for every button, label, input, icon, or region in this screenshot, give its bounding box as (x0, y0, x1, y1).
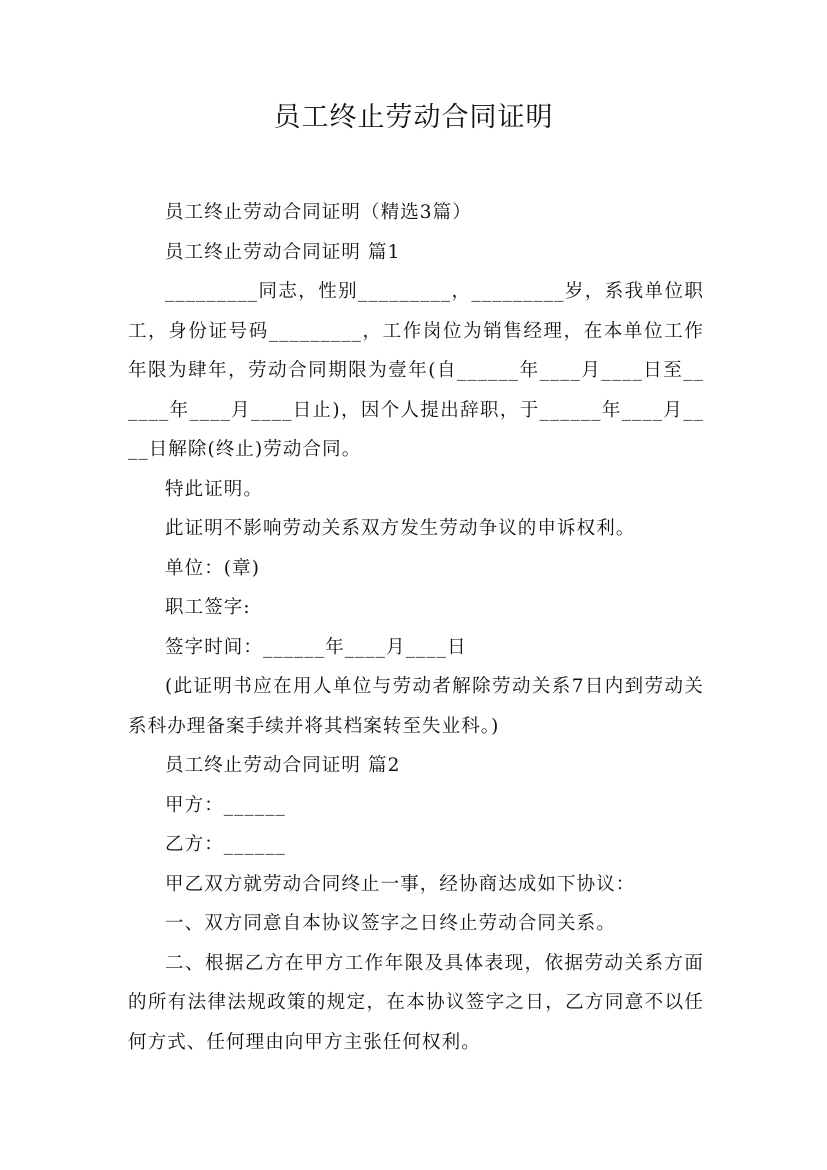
section-heading-2: 员工终止劳动合同证明 篇2 (165, 755, 401, 776)
unit-seal-line: 单位：(章) (165, 557, 261, 579)
agreement-clause-1: 一、双方同意自本协议签字之日终止劳动合同关系。 (165, 913, 616, 934)
document-body (128, 193, 704, 1062)
agreement-intro: 甲乙双方就劳动合同终止一事，经协商达成如下协议： (165, 873, 636, 895)
party-a-line: 甲方：______ (165, 794, 286, 816)
certification-statement: 特此证明。 (165, 478, 264, 500)
employee-signature-line: 职工签字: (165, 597, 251, 618)
signature-date-line: 签字时间：______年____月____日 (165, 636, 467, 658)
rights-note: 此证明不影响劳动关系双方发生劳动争议的申诉权利。 (165, 518, 636, 539)
section-heading-1: 员工终止劳动合同证明 篇1 (165, 241, 401, 263)
agreement-clause-2: 二、根据乙方在甲方工作年限及具体表现，依据劳动关系方面的所有法律法规政策的规定，在本协议签字之日，乙方同意不以任何方式、任何理由向甲方主张任何权利。 (128, 952, 704, 1053)
document-title: 员工终止劳动合同证明 (273, 102, 554, 133)
filing-note: (此证明书应在用人单位与劳动者解除劳动关系7日内到劳动关系科办理备案手续并将其档案转至失业科。) (128, 676, 704, 737)
doc-subtitle: 员工终止劳动合同证明（精选3篇） (165, 202, 472, 223)
certificate-paragraph: _________同志，性别_________，_________岁，系我单位职工，身份证号码_________，工作岗位为销售经理，在本单位工作年限为肆年，劳动合同期限为壹年(自______年____月____日至______年____月____日止)，因个人提出辞职，于______年____月____日解除(终止)劳动合同。 (128, 281, 704, 460)
party-b-line: 乙方：______ (165, 834, 286, 855)
